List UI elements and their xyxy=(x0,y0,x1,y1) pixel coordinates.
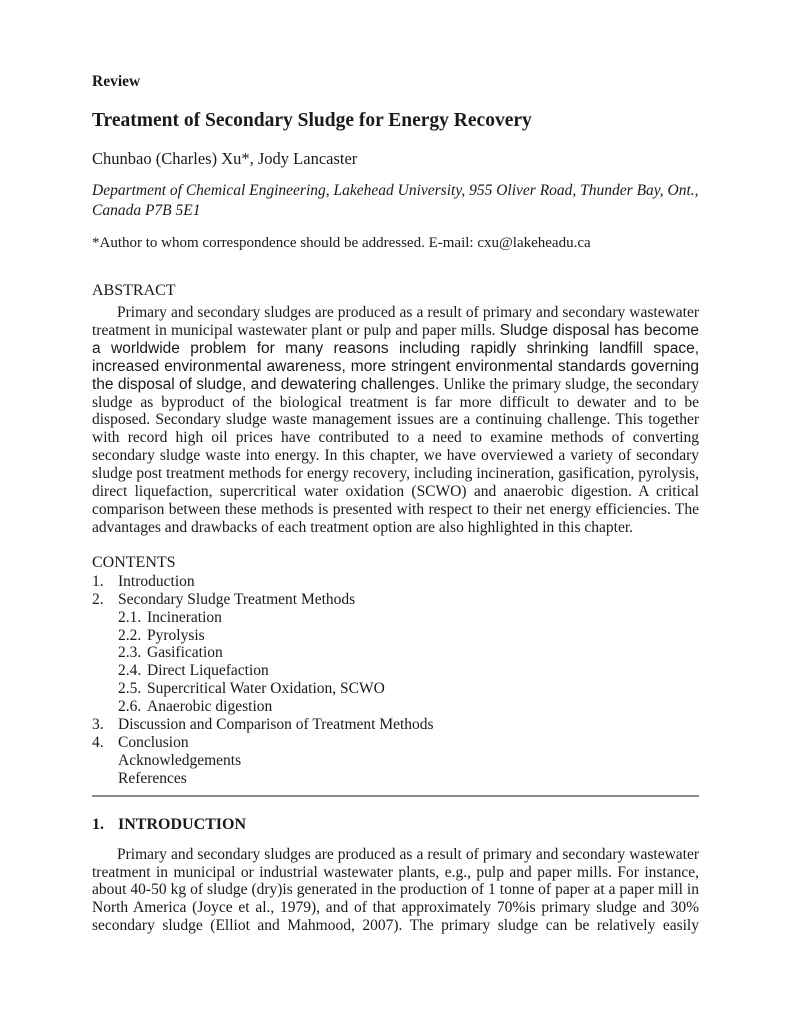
toc-item-label: Discussion and Comparison of Treatment Methods xyxy=(118,716,434,734)
toc-item-label: Pyrolysis xyxy=(147,626,205,644)
abstract-sans-segment: Sludge disposal has become a worldwide problem for many reasons including rapidly shrinking landfill space, increased environmental awareness, more stringent environmental standards governing the disposal of sludge, and dewatering challenges. xyxy=(92,321,699,393)
correspondence-note: *Author to whom correspondence should be addressed. E-mail: cxu@lakeheadu.ca xyxy=(92,235,591,251)
toc-item xyxy=(118,680,699,698)
toc-item-number: 4. xyxy=(92,733,104,751)
introduction-heading-number: 1. xyxy=(92,815,104,833)
section-divider xyxy=(92,795,699,797)
introduction-heading xyxy=(92,815,699,835)
toc-item xyxy=(118,770,699,788)
abstract-section xyxy=(92,281,699,537)
toc-item xyxy=(118,627,699,645)
toc-item xyxy=(118,662,699,680)
article-type-label: Review xyxy=(92,73,141,90)
toc-list xyxy=(92,573,699,788)
toc-item xyxy=(92,591,699,609)
toc-item xyxy=(118,609,699,627)
toc-item xyxy=(92,573,699,591)
introduction-section xyxy=(92,815,699,936)
toc-item-label: Gasification xyxy=(147,644,223,662)
toc-item-number: 1. xyxy=(92,572,104,590)
toc-item-label: References xyxy=(118,769,187,787)
introduction-paragraph: Primary and secondary sludges are produced as a result of primary and secondary wastewater treatment in municipal or industrial wastewater plants, e.g., pulp and paper mills. For instance, about 40-50 kg of sludge (dry)is generated in the production of 1 tonne of paper at a paper mill in North America (Joyce et al., 1979), and of that approximately 70%is primary sludge and 30% secondary sludge (Elliot and Mahmood, 2007). The primary sludge can be relatively easily xyxy=(92,845,699,935)
toc-item-number: 2.2. xyxy=(118,626,142,644)
abstract-serif-segment-1: Primary and secondary sludges are produced as a result of primary and secondary wastewater treatment in municipal wastewater plant or pulp and paper mills. xyxy=(92,304,699,339)
toc-item xyxy=(92,716,699,734)
affiliation-line: Department of Chemical Engineering, Lakehead University, 955 Oliver Road, Thunder Bay, Ont., Canada P7B 5E1 xyxy=(92,182,699,219)
toc-item-label: Direct Liquefaction xyxy=(147,662,269,680)
toc-item-number: 3. xyxy=(92,716,104,734)
introduction-heading-label: INTRODUCTION xyxy=(118,815,247,833)
toc-item xyxy=(92,734,699,752)
toc-item-label: Anaerobic digestion xyxy=(147,698,273,716)
page-title: Treatment of Secondary Sludge for Energy Recovery xyxy=(92,110,532,131)
toc-item-label: Supercritical Water Oxidation, SCWO xyxy=(147,680,385,698)
toc-item-label: Secondary Sludge Treatment Methods xyxy=(118,590,356,608)
contents-heading: CONTENTS xyxy=(92,553,176,571)
toc-item-label: Incineration xyxy=(147,608,222,626)
toc-item-label: Conclusion xyxy=(118,733,189,751)
toc-item xyxy=(118,752,699,770)
abstract-paragraph xyxy=(92,304,699,537)
toc-item-number: 2.4. xyxy=(118,662,142,680)
toc-item-label: Introduction xyxy=(118,572,195,590)
toc-item-number: 2.5. xyxy=(118,680,142,698)
toc-item-number: 2.6. xyxy=(118,698,142,716)
toc-item-number: 2.1. xyxy=(118,608,142,626)
authors-line: Chunbao (Charles) Xu*, Jody Lancaster xyxy=(92,149,358,168)
toc-item-label: Acknowledgements xyxy=(118,751,242,769)
toc-item-number: 2.3. xyxy=(118,644,142,662)
abstract-heading: ABSTRACT xyxy=(92,282,176,299)
toc-item-number: 2. xyxy=(92,590,104,608)
abstract-serif-segment-2: Unlike the primary sludge, the secondary sludge as byproduct of the biological treatment is far more difficult to dewater and to be disposed. Secondary sludge waste management issues are a continuing challenge. This together with record high oil prices have contributed to a need to examine methods of converting secondary sludge waste into energy. In this chapter, we have overviewed a variety of secondary sludge post treatment methods for energy recovery, including incineration, gasification, pyrolysis, direct liquefaction, supercritical water oxidation (SCWO) and anaerobic digestion. A critical comparison between these methods is presented with respect to their net energy efficiencies. The advantages and drawbacks of each treatment option are also highlighted in this chapter. xyxy=(92,375,699,536)
toc-item xyxy=(118,644,699,662)
toc-item xyxy=(118,698,699,716)
contents-section xyxy=(92,553,699,788)
